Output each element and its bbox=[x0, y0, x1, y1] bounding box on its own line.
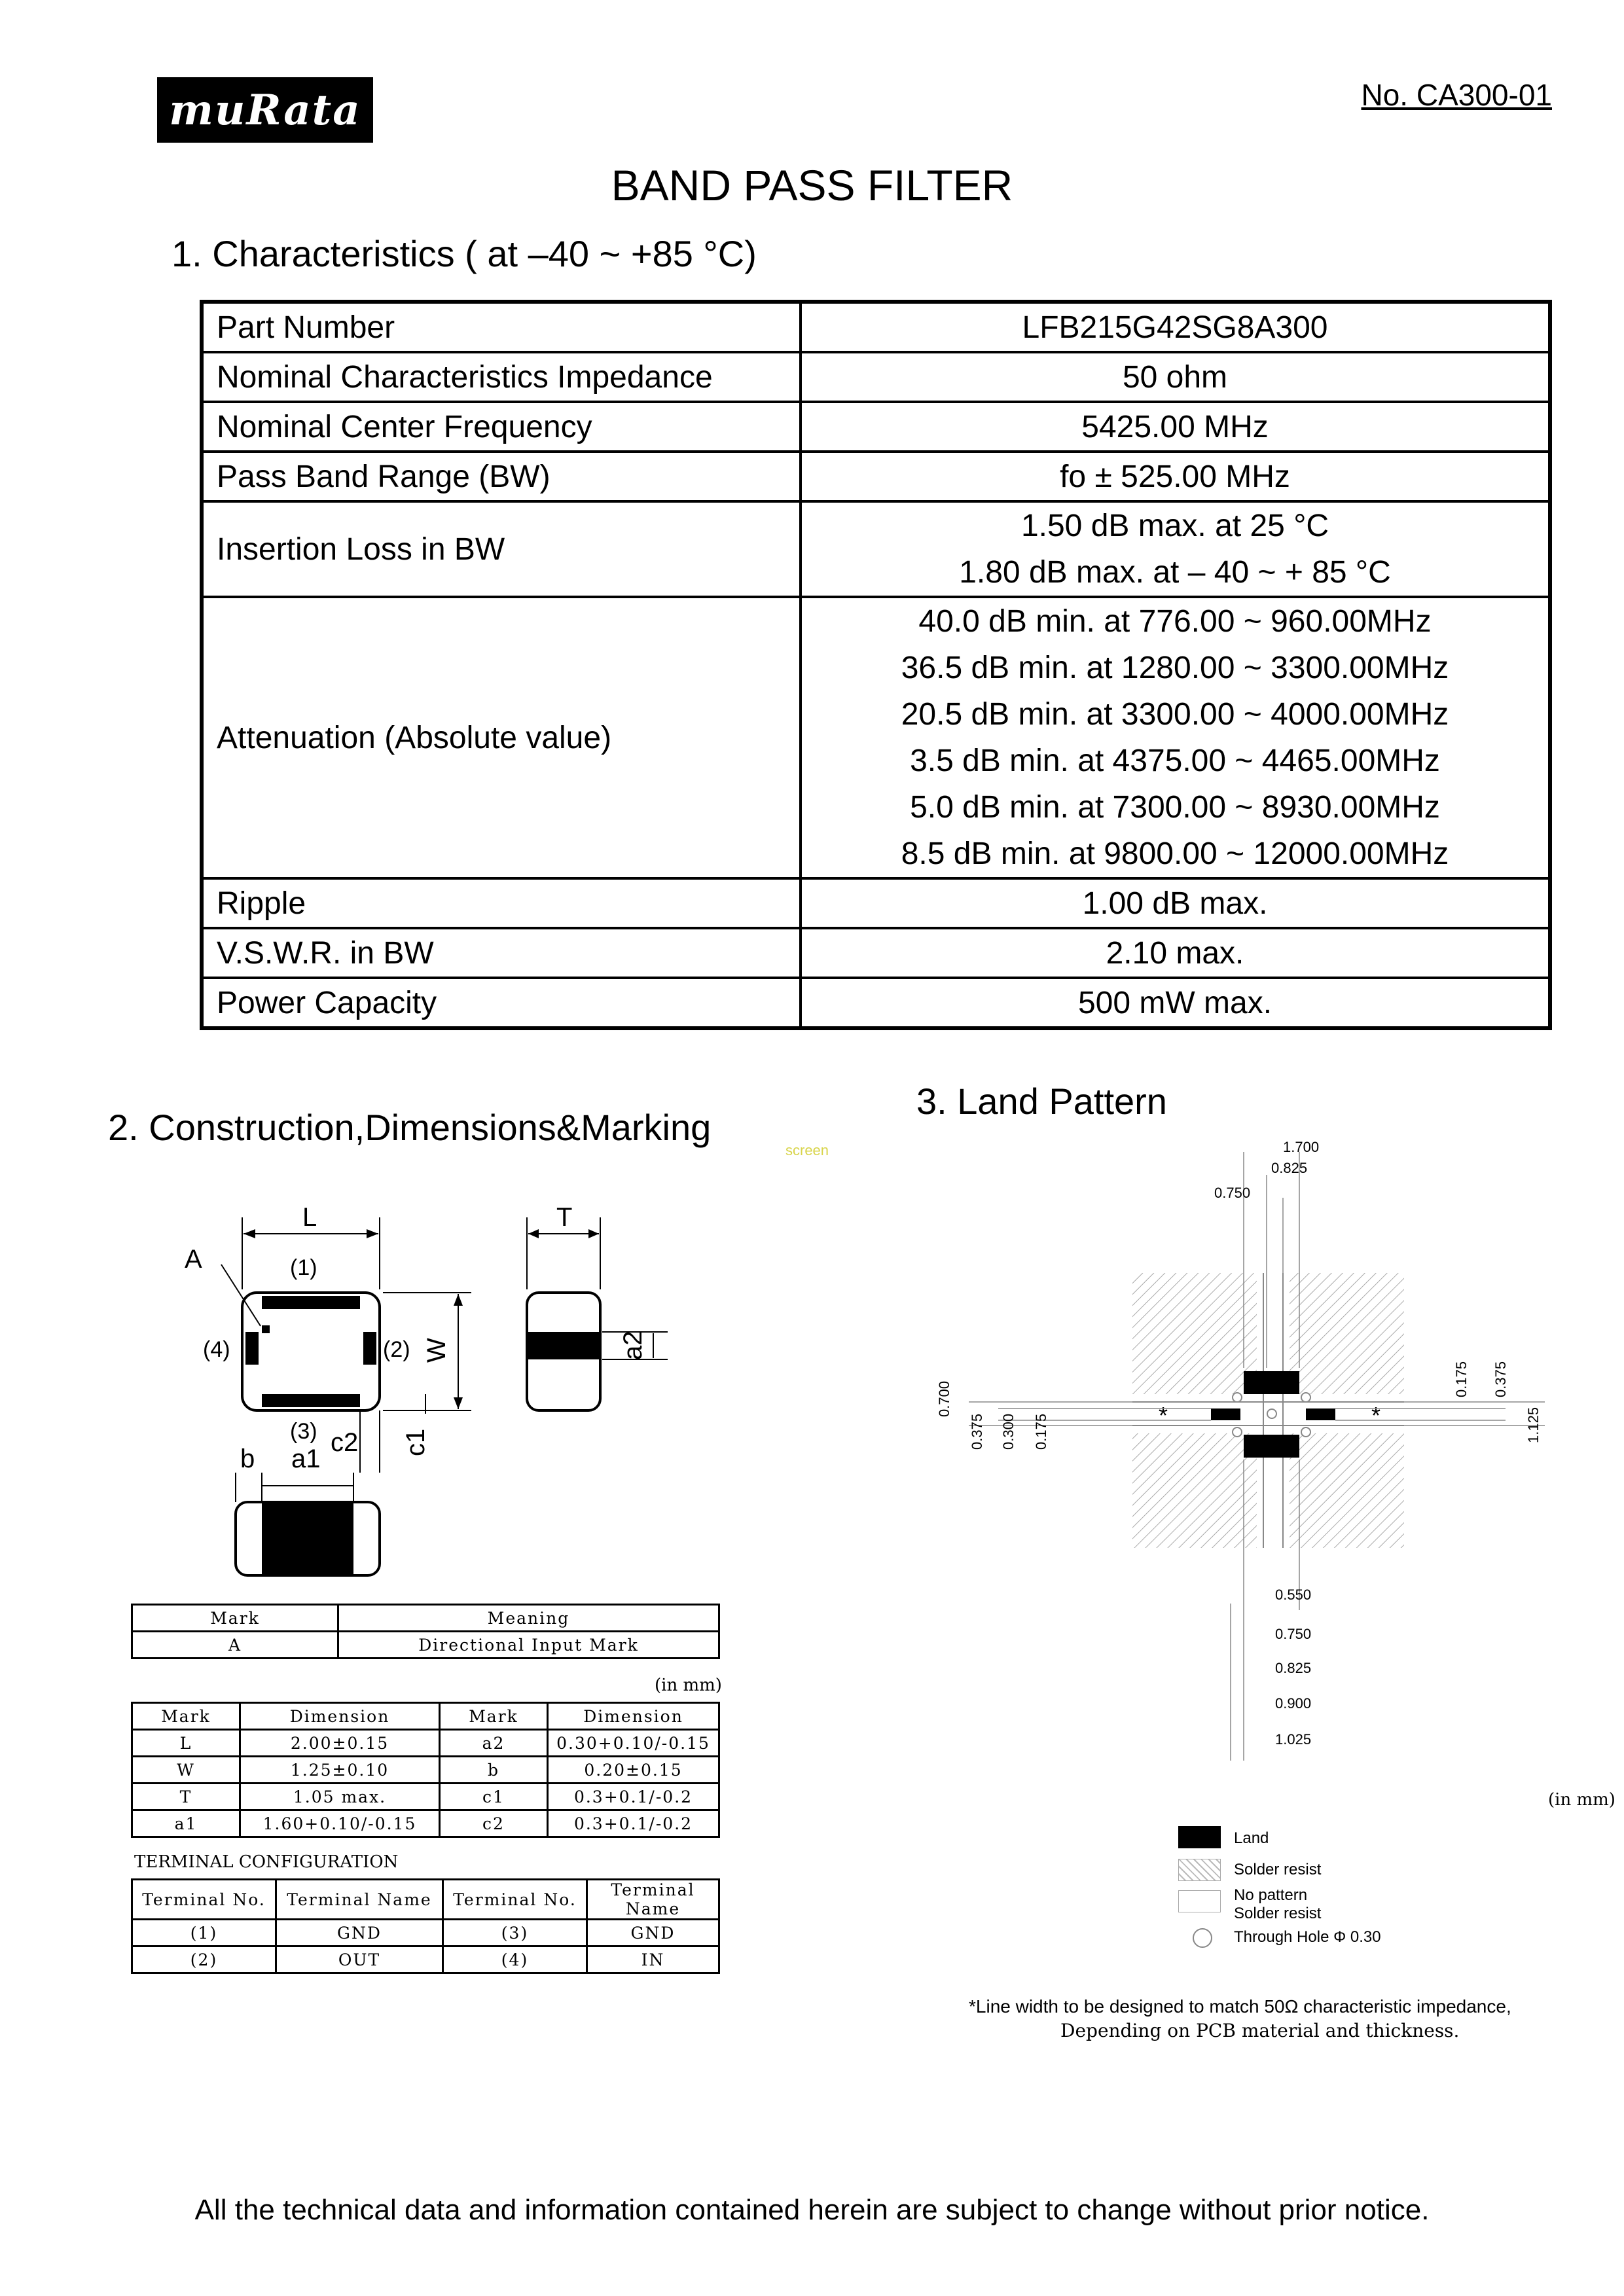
terminal-header: Terminal No. bbox=[132, 1880, 276, 1920]
side-terminal bbox=[528, 1332, 599, 1359]
dim-left-2: 0.375 bbox=[969, 1413, 985, 1450]
bottom-terminal bbox=[262, 1503, 353, 1574]
spec-key: V.S.W.R. in BW bbox=[202, 928, 801, 978]
dimension-cell: 1.25±0.10 bbox=[240, 1757, 440, 1784]
meaning-cell: Directional Input Mark bbox=[338, 1632, 719, 1659]
spec-value-line: 50 ohm bbox=[1122, 359, 1228, 395]
spec-key: Attenuation (Absolute value) bbox=[202, 597, 801, 878]
spec-key: Nominal Characteristics Impedance bbox=[202, 352, 801, 402]
dimension-cell: a2 bbox=[440, 1730, 548, 1757]
dim-header: Dimension bbox=[548, 1703, 719, 1730]
footer-disclaimer: All the technical data and information contained herein are subject to change without prior notice. bbox=[194, 2194, 1430, 2226]
dimension-cell: 0.30+0.10/-0.15 bbox=[548, 1730, 719, 1757]
land-top bbox=[1244, 1371, 1299, 1394]
construction-heading: 2. Construction,Dimensions&Marking bbox=[108, 1107, 712, 1148]
spec-value-line: 1.00 dB max. bbox=[1082, 886, 1268, 921]
terminal-cell: GND bbox=[587, 1920, 719, 1946]
terminal-row bbox=[132, 1920, 719, 1946]
mark-table bbox=[131, 1604, 720, 1659]
spec-row bbox=[202, 978, 1550, 1028]
terminal-3-pad bbox=[262, 1394, 360, 1407]
dimension-table bbox=[131, 1702, 720, 1838]
dimension-cell: 2.00±0.15 bbox=[240, 1730, 440, 1757]
terminal-cell: OUT bbox=[276, 1946, 443, 1973]
dimension-row bbox=[132, 1784, 719, 1810]
terminal-row bbox=[132, 1946, 719, 1973]
label-a2: a2 bbox=[619, 1331, 647, 1360]
legend-solder-swatch bbox=[1178, 1859, 1221, 1881]
dim-header: Dimension bbox=[240, 1703, 440, 1730]
spec-value-line: LFB215G42SG8A300 bbox=[1022, 310, 1328, 345]
pcb-note: Depending on PCB material and thickness. bbox=[1060, 2020, 1460, 2041]
label-terminal-4: (4) bbox=[203, 1337, 230, 1362]
spec-row bbox=[202, 402, 1550, 452]
spec-value bbox=[801, 878, 1550, 928]
document-number: No. CA300-01 bbox=[1361, 78, 1552, 112]
spec-value bbox=[801, 452, 1550, 501]
dim-top-3: 0.750 bbox=[1214, 1185, 1251, 1201]
spec-row bbox=[202, 302, 1550, 352]
spec-row bbox=[202, 501, 1550, 597]
spec-row bbox=[202, 352, 1550, 402]
dimension-row bbox=[132, 1810, 719, 1837]
characteristics-heading: 1. Characteristics ( at –40 ~ +85 °C) bbox=[171, 233, 757, 274]
dimension-row bbox=[132, 1730, 719, 1757]
spec-value-line: 500 mW max. bbox=[1077, 985, 1272, 1020]
dimension-cell: c2 bbox=[440, 1810, 548, 1837]
spec-key: Ripple bbox=[202, 878, 801, 928]
spec-key: Pass Band Range (BW) bbox=[202, 452, 801, 501]
label-L: L bbox=[302, 1203, 317, 1232]
dim-bottom-3: 0.825 bbox=[1275, 1660, 1312, 1676]
legend-land-label: Land bbox=[1234, 1829, 1269, 1847]
spec-key: Insertion Loss in BW bbox=[202, 501, 801, 597]
dim-left-3: 0.300 bbox=[1000, 1413, 1017, 1450]
dim-bottom-4: 0.900 bbox=[1275, 1695, 1312, 1712]
label-W: W bbox=[422, 1338, 451, 1363]
dim-right-2: 0.375 bbox=[1492, 1361, 1509, 1397]
dim-top-1: 1.700 bbox=[1283, 1139, 1320, 1155]
dimension-cell: 0.3+0.1/-0.2 bbox=[548, 1810, 719, 1837]
terminal-table bbox=[131, 1878, 720, 1974]
dim-left-4: 0.175 bbox=[1033, 1413, 1049, 1450]
mark-header: Mark bbox=[132, 1605, 338, 1632]
land-pattern-drawing bbox=[916, 1132, 1571, 1800]
terminal-1-pad bbox=[262, 1296, 360, 1309]
spec-value-line: 3.5 dB min. at 4375.00 ~ 4465.00MHz bbox=[910, 744, 1440, 778]
characteristics-table bbox=[200, 300, 1552, 1030]
spec-value-line: 5425.00 MHz bbox=[1081, 409, 1269, 444]
murata-logo bbox=[157, 77, 373, 143]
label-c1: c1 bbox=[401, 1428, 430, 1456]
dimension-cell: 1.60+0.10/-0.15 bbox=[240, 1810, 440, 1837]
page-title: BAND PASS FILTER bbox=[611, 161, 1013, 209]
spec-value-line: 1.50 dB max. at 25 °C bbox=[1020, 509, 1329, 543]
spec-value-line: 20.5 dB min. at 3300.00 ~ 4000.00MHz bbox=[901, 697, 1449, 732]
spec-value bbox=[801, 978, 1550, 1028]
spec-value-line: 1.80 dB max. at – 40 ~ + 85 °C bbox=[959, 555, 1391, 590]
dimension-cell: a1 bbox=[132, 1810, 240, 1837]
legend-nopattern-swatch bbox=[1178, 1890, 1221, 1912]
spec-value-line: 40.0 dB min. at 776.00 ~ 960.00MHz bbox=[918, 604, 1432, 639]
dimension-cell: c1 bbox=[440, 1784, 548, 1810]
spec-value-line: 8.5 dB min. at 9800.00 ~ 12000.00MHz bbox=[901, 836, 1449, 871]
label-A: A bbox=[185, 1245, 202, 1274]
legend-nopattern-label-2: Solder resist bbox=[1234, 1905, 1322, 1922]
spec-key: Nominal Center Frequency bbox=[202, 402, 801, 452]
land-right bbox=[1306, 1408, 1335, 1420]
spec-key: Power Capacity bbox=[202, 978, 801, 1028]
spec-value bbox=[801, 302, 1550, 352]
terminal-config-title: TERMINAL CONFIGURATION bbox=[134, 1852, 399, 1872]
spec-value bbox=[801, 402, 1550, 452]
construction-drawing bbox=[105, 1198, 785, 1604]
spec-value-line: 2.10 max. bbox=[1106, 935, 1244, 971]
dimension-cell: L bbox=[132, 1730, 240, 1757]
legend-nopattern-label-1: No pattern bbox=[1234, 1886, 1308, 1904]
dimension-cell: b bbox=[440, 1757, 548, 1784]
terminal-cell: (3) bbox=[443, 1920, 587, 1946]
dim-bottom-5: 1.025 bbox=[1275, 1731, 1312, 1748]
dimension-cell: 0.20±0.15 bbox=[548, 1757, 719, 1784]
label-c2: c2 bbox=[331, 1428, 359, 1457]
terminal-header: Terminal No. bbox=[443, 1880, 587, 1920]
dimension-cell: T bbox=[132, 1784, 240, 1810]
screen-note: screen bbox=[785, 1142, 829, 1158]
dim-bottom-1: 0.550 bbox=[1275, 1587, 1312, 1603]
meaning-header: Meaning bbox=[338, 1605, 719, 1632]
terminal-2-pad bbox=[363, 1332, 376, 1365]
legend-land-swatch bbox=[1178, 1826, 1221, 1848]
label-terminal-1: (1) bbox=[290, 1255, 317, 1280]
chip-top-view bbox=[242, 1293, 380, 1410]
label-b: b bbox=[240, 1444, 255, 1473]
spec-value-line: 36.5 dB min. at 1280.00 ~ 3300.00MHz bbox=[901, 651, 1449, 685]
land-pattern-heading: 3. Land Pattern bbox=[916, 1081, 1167, 1122]
legend-hole-label: Through Hole Φ 0.30 bbox=[1234, 1928, 1381, 1946]
direction-mark bbox=[262, 1325, 270, 1333]
land-bottom bbox=[1244, 1435, 1299, 1458]
terminal-cell: (2) bbox=[132, 1946, 276, 1973]
dimension-cell: W bbox=[132, 1757, 240, 1784]
terminal-header: Terminal Name bbox=[587, 1880, 719, 1920]
spec-value bbox=[801, 928, 1550, 978]
terminal-cell: GND bbox=[276, 1920, 443, 1946]
spec-row bbox=[202, 928, 1550, 978]
dim-header: Mark bbox=[132, 1703, 240, 1730]
terminal-4-pad bbox=[245, 1332, 259, 1365]
spec-value-line: fo ± 525.00 MHz bbox=[1060, 459, 1290, 494]
star-left: * bbox=[1159, 1402, 1168, 1429]
spec-row bbox=[202, 878, 1550, 928]
dimension-cell: 0.3+0.1/-0.2 bbox=[548, 1784, 719, 1810]
dim-right-1: 0.175 bbox=[1453, 1361, 1470, 1397]
spec-value bbox=[801, 501, 1550, 597]
dim-bottom-2: 0.750 bbox=[1275, 1626, 1312, 1642]
dim-header: Mark bbox=[440, 1703, 548, 1730]
terminal-cell: (4) bbox=[443, 1946, 587, 1973]
logo-text: muRata bbox=[169, 85, 361, 135]
terminal-header: Terminal Name bbox=[276, 1880, 443, 1920]
spec-value bbox=[801, 597, 1550, 878]
label-terminal-3: (3) bbox=[290, 1419, 317, 1444]
label-a1: a1 bbox=[291, 1444, 321, 1473]
legend-solder-label: Solder resist bbox=[1234, 1861, 1322, 1878]
star-right: * bbox=[1371, 1402, 1381, 1429]
terminal-cell: (1) bbox=[132, 1920, 276, 1946]
dim-top-2: 0.825 bbox=[1271, 1160, 1308, 1176]
dimension-row bbox=[132, 1757, 719, 1784]
terminal-cell: IN bbox=[587, 1946, 719, 1973]
dimension-cell: 1.05 max. bbox=[240, 1784, 440, 1810]
label-terminal-2: (2) bbox=[383, 1337, 410, 1362]
spec-row bbox=[202, 452, 1550, 501]
spec-value-line: 5.0 dB min. at 7300.00 ~ 8930.00MHz bbox=[910, 790, 1440, 825]
land-left bbox=[1211, 1408, 1240, 1420]
land-unit: (in mm) bbox=[1548, 1790, 1615, 1810]
spec-row bbox=[202, 597, 1550, 878]
mark-cell: A bbox=[132, 1632, 338, 1659]
spec-value bbox=[801, 352, 1550, 402]
label-T: T bbox=[556, 1203, 573, 1232]
dimension-unit: (in mm) bbox=[655, 1676, 722, 1695]
impedance-note: *Line width to be designed to match 50Ω characteristic impedance, bbox=[969, 1996, 1511, 2017]
legend-hole-swatch bbox=[1193, 1928, 1212, 1948]
dim-right-3: 1.125 bbox=[1525, 1407, 1542, 1443]
spec-key: Part Number bbox=[202, 302, 801, 352]
dim-left-1: 0.700 bbox=[936, 1380, 952, 1417]
